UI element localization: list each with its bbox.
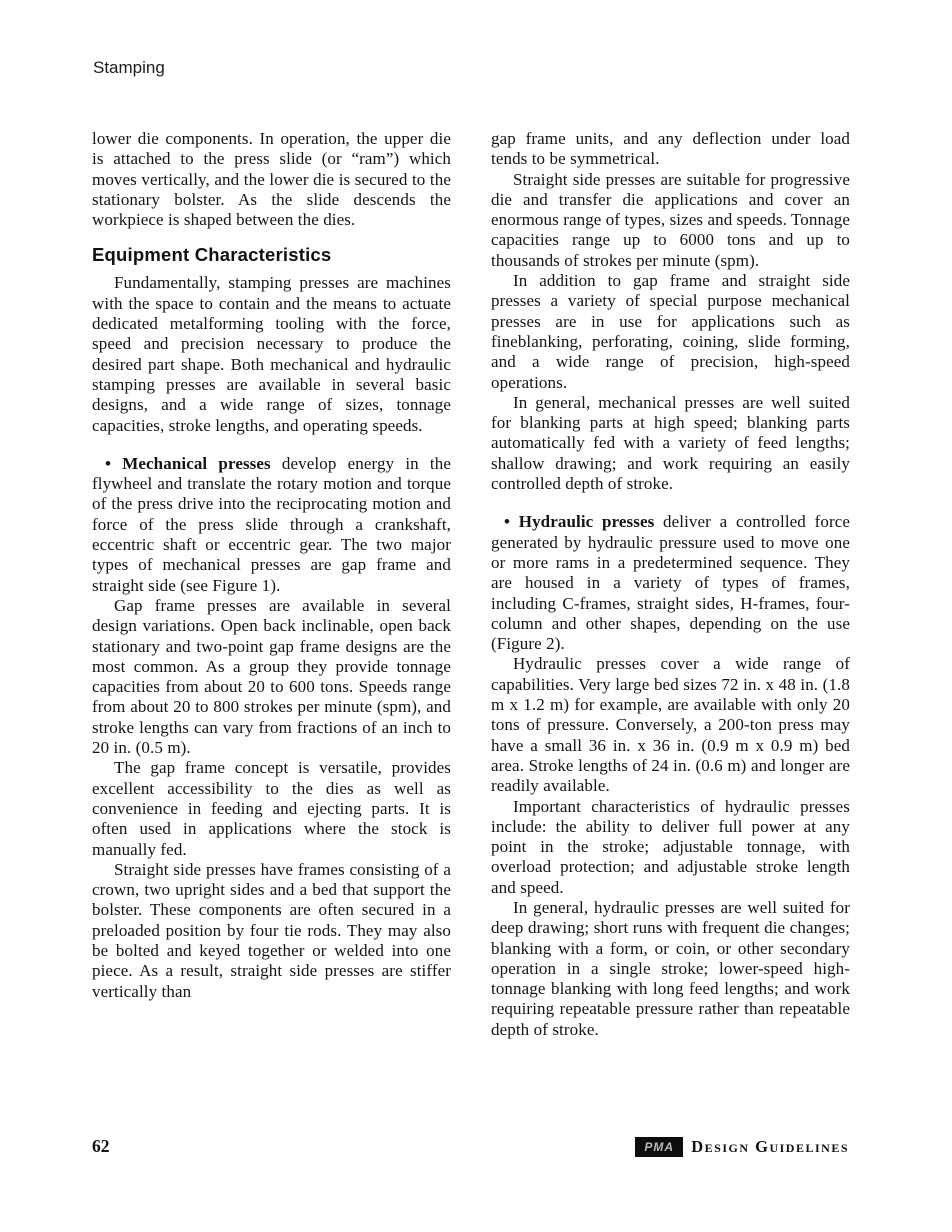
text-columns bbox=[92, 129, 850, 1040]
left-column bbox=[92, 129, 451, 1040]
page-number: 62 bbox=[92, 1136, 110, 1156]
bullet-paragraph-mechanical bbox=[92, 454, 451, 596]
paragraph-important-characteristics: Important characteristics of hydraulic presses include: the ability to deliver full power at any point in the stroke; adjustable tonnage, with overload protection; and adjustable stroke length and speed. bbox=[491, 796, 850, 897]
running-head: Stamping bbox=[93, 58, 165, 77]
bullet-rest-hydraulic: deliver a controlled force generated by hydraulic pressure used to move one or more rams in a predetermined sequence. They are housed in a variety of types of frames, including C-frames, straight sides, H-frames, four-column and other shapes, depending on the use (Figure 2). bbox=[491, 512, 850, 654]
right-column bbox=[491, 129, 850, 1040]
paragraph-general-mechanical: In general, mechanical presses are well suited for blanking parts at high speed; blanking parts automatically fed with a variety of feed lengths; shallow drawing; and work requiring an easily controlled depth of stroke. bbox=[491, 392, 850, 494]
paragraph-straight-side: Straight side presses have frames consisting of a crown, two upright sides and a bed that support the bolster. These components are often secured in a preloaded position by four tie rods. They may also be bolted and keyed together or welded into one piece. As a result, straight side presses are stiffer vertically than bbox=[92, 859, 451, 1001]
section-heading: Equipment Characteristics bbox=[92, 244, 332, 266]
paragraph-general-hydraulic: In general, hydraulic presses are well suited for deep drawing; short runs with frequent die changes; blanking with a form, or coin, or other secondary operation in a single stroke; lower-speed high-tonnage blanking with long feed lengths; and work requiring repeatable pressure rather than repeatable depth of stroke. bbox=[491, 897, 850, 1039]
paragraph-gap-concept: The gap frame concept is versatile, provides excellent accessibility to the dies as well as convenience in feeding and ejecting parts. It is often used in applications where the stock is manually fed. bbox=[92, 758, 451, 859]
bullet-lead-mechanical: • Mechanical presses bbox=[105, 453, 271, 473]
brand-title: Design Guidelines bbox=[691, 1136, 849, 1156]
paragraph-gap-units: gap frame units, and any deflection under load tends to be symmetrical. bbox=[491, 129, 850, 169]
paragraph-gap-designs: Gap frame presses are available in several design variations. Open back inclinable, open back stationary and two-point gap frame designs are the most common. As a group they provide tonnage capacities from about 20 to 600 tons. Speeds range from about 20 to 800 strokes per minute (spm), and stroke lengths can vary from fractions of an inch to 20 in. (0.5 m). bbox=[92, 595, 451, 758]
bullet-paragraph-hydraulic bbox=[491, 512, 850, 654]
paragraph-intro: lower die components. In operation, the upper die is attached to the press slide (or “ram”) which moves vertically, and the lower die is secured to the stationary bolster. As the slide descends the workpiece is shaped between the dies. bbox=[92, 129, 451, 230]
paragraph-in-addition: In addition to gap frame and straight side presses a variety of special purpose mechanical presses are in use for applications such as fineblanking, perforating, coining, slide forming, and a wide range of precision, high-speed operations. bbox=[491, 271, 850, 392]
pma-logo: PMA bbox=[635, 1137, 683, 1157]
publisher-brand bbox=[635, 1137, 849, 1157]
paragraph-hydraulic-range: Hydraulic presses cover a wide range of capabilities. Very large bed sizes 72 in. x 48 in. (1.8 m x 1.2 m) for example, are available with only 20 tons of pressure. Conversely, a 200-ton press may have a small 36 in. x 36 in. (0.9 m x 0.9 m) bed area. Stroke lengths of 24 in. (0.6 m) and longer are readily available. bbox=[491, 654, 850, 796]
bullet-rest-mechanical: develop energy in the flywheel and translate the rotary motion and torque of the press drive into the reciprocating motion and force of the press slide through a crankshaft, eccentric shaft or eccentric gear. The two major types of mechanical presses are gap frame and straight side (see Figure 1). bbox=[92, 453, 451, 595]
bullet-lead-hydraulic: • Hydraulic presses bbox=[504, 512, 655, 532]
paragraph-straight-suitable: Straight side presses are suitable for progressive die and transfer die applications and cover an enormous range of types, sizes and speeds. Tonnage capacities range up to 6000 tons and up to thousands of strokes per minute (spm). bbox=[491, 169, 850, 270]
page-footer bbox=[92, 1136, 849, 1157]
paragraph-fundamentally: Fundamentally, stamping presses are machines with the space to contain and the means to actuate dedicated metalforming tooling with the force, speed and precision necessary to produce the desired part shape. Both mechanical and hydraulic stamping presses are available in several basic designs, and a wide range of sizes, tonnage capacities, stroke lengths, and operating speeds. bbox=[92, 273, 451, 435]
